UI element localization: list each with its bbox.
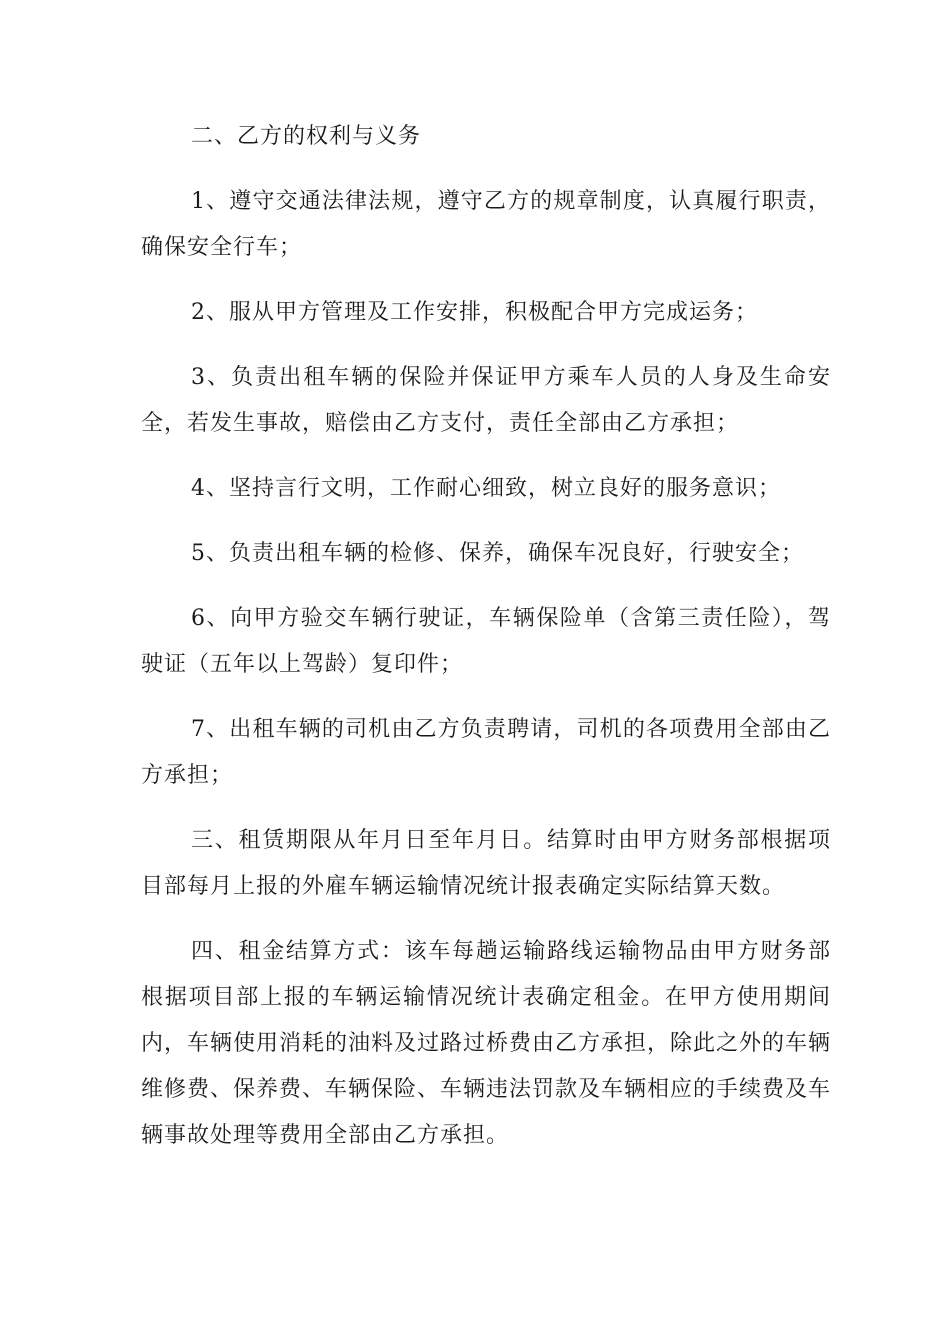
- clause-item-7: 7、出租车辆的司机由乙方负责聘请，司机的各项费用全部由乙方承担；: [141, 717, 831, 788]
- section-lease-term: 三、租赁期限从年月日至年月日。结算时由甲方财务部根据项目部每月上报的外雇车辆运输情况统计报表确定实际结算天数。: [141, 828, 831, 899]
- clause-item-4: 4、坚持言行文明，工作耐心细致，树立良好的服务意识；: [191, 476, 781, 501]
- clause-item-6: 6、向甲方验交车辆行驶证，车辆保险单（含第三责任险），驾驶证（五年以上驾龄）复印件；: [141, 606, 831, 677]
- section-rent-settlement: 四、租金结算方式：该车每趟运输路线运输物品由甲方财务部根据项目部上报的车辆运输情况统计表确定租金。在甲方使用期间内，车辆使用消耗的油料及过路过桥费由乙方承担，除此之外的车辆维修费、保养费、车辆保险、车辆违法罚款及车辆相应的手续费及车辆事故处理等费用全部由乙方承担。: [141, 939, 832, 1148]
- section-heading-rights-obligations: 二、乙方的权利与义务: [191, 124, 422, 149]
- clause-item-5: 5、负责出租车辆的检修、保养，确保车况良好，行驶安全；: [191, 541, 804, 566]
- document-body: [141, 114, 831, 1178]
- clause-item-2: 2、服从甲方管理及工作安排，积极配合甲方完成运务；: [191, 300, 758, 325]
- clause-item-1: 1、遵守交通法律法规，遵守乙方的规章制度，认真履行职责，确保安全行车；: [141, 189, 831, 260]
- clause-item-3: 3、负责出租车辆的保险并保证甲方乘车人员的人身及生命安全，若发生事故，赔偿由乙方支付，责任全部由乙方承担；: [141, 365, 831, 436]
